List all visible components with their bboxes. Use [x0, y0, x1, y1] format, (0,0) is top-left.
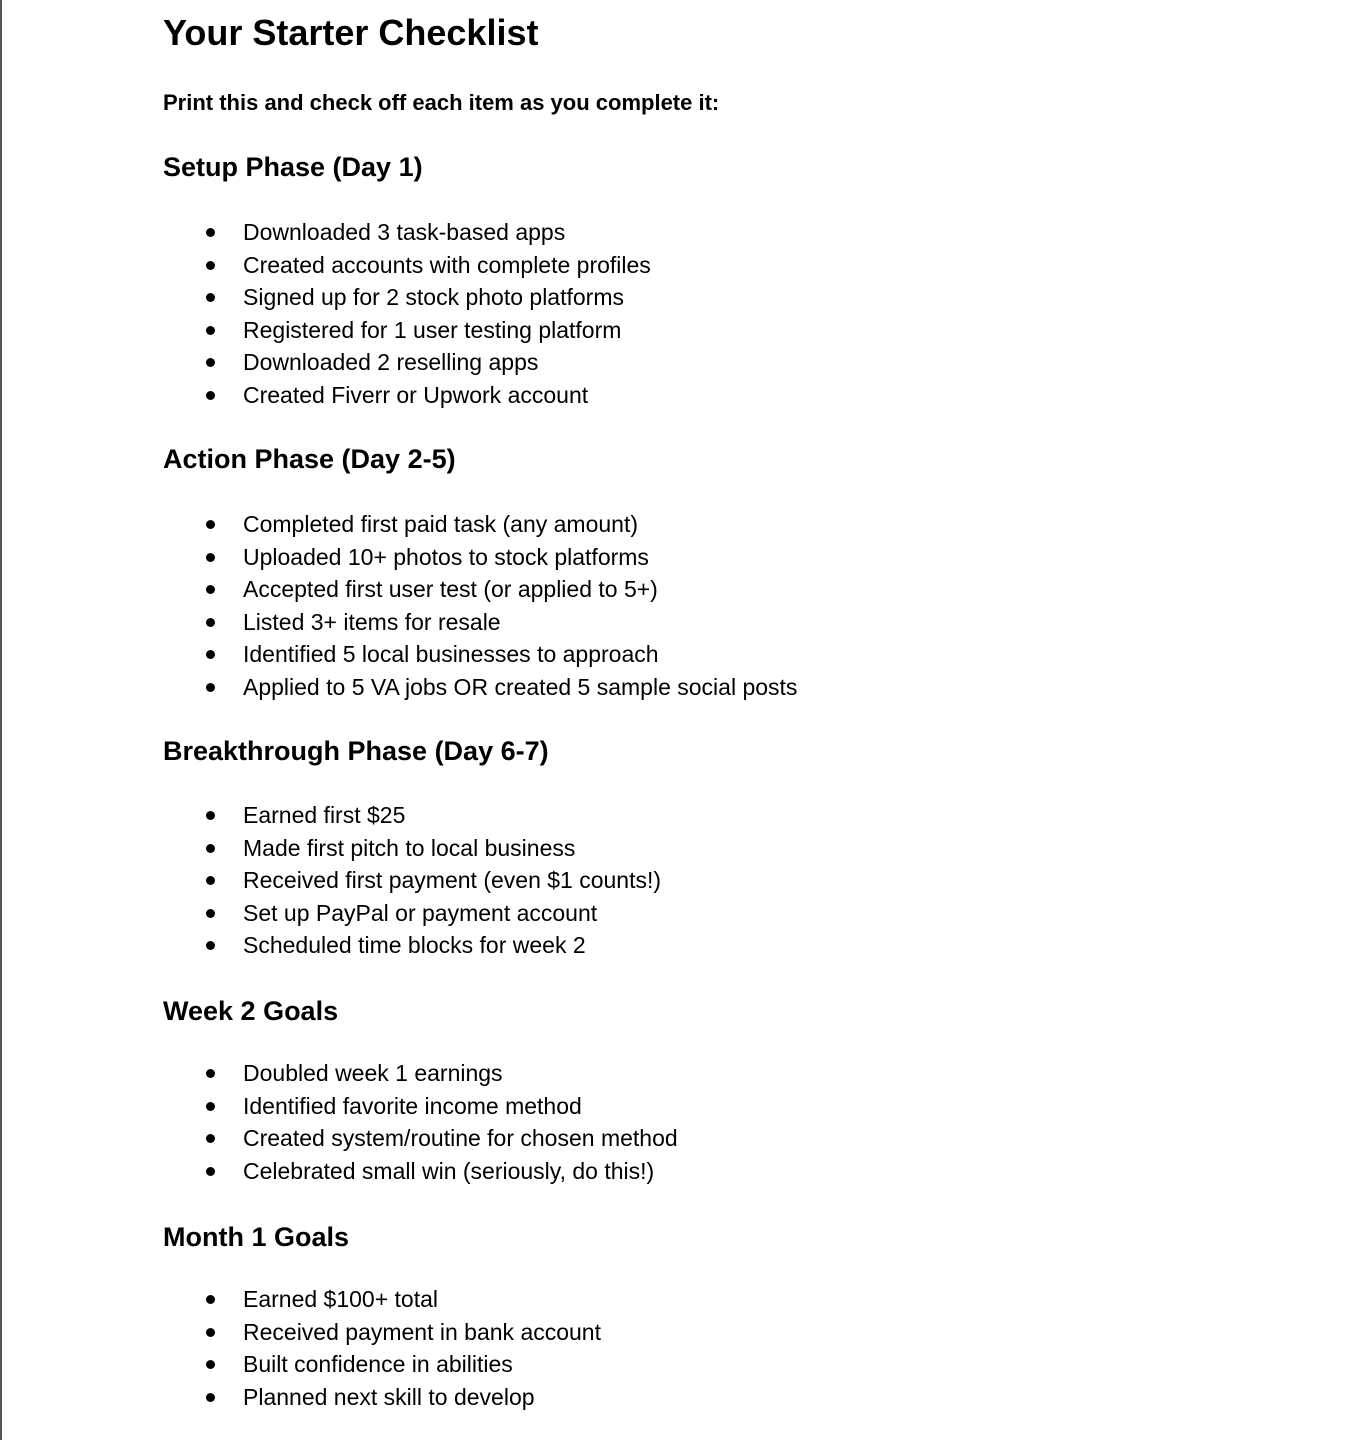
- checklist-item-text: Created system/routine for chosen method: [243, 1125, 678, 1152]
- checklist-item-text: Built confidence in abilities: [243, 1351, 513, 1378]
- checklist-item-text: Applied to 5 VA jobs OR created 5 sample social posts: [243, 673, 798, 700]
- checklist-item-text: Created Fiverr or Upwork account: [243, 381, 589, 408]
- checklist-item-text: Scheduled time blocks for week 2: [243, 932, 586, 959]
- checklist-item-text: Earned first $25: [243, 802, 406, 828]
- checklist-item: [163, 864, 661, 897]
- checklist: [163, 508, 797, 704]
- checklist-item: [163, 1155, 678, 1188]
- bullet-icon: [206, 941, 215, 950]
- bullet-icon: [206, 876, 215, 885]
- checklist-item-text: Downloaded 3 task-based apps: [243, 219, 566, 245]
- checklist-item-text: Uploaded 10+ photos to stock platforms: [243, 543, 649, 570]
- checklist-item-text: Received payment in bank account: [243, 1318, 601, 1345]
- checklist-item: [163, 897, 661, 930]
- bullet-icon: [206, 1167, 215, 1176]
- checklist-item: [163, 379, 651, 412]
- bullet-icon: [206, 909, 215, 918]
- bullet-icon: [206, 1328, 215, 1337]
- bullet-icon: [206, 683, 215, 692]
- section-heading: Week 2 Goals: [163, 996, 339, 1026]
- checklist-item: [163, 1381, 601, 1414]
- page-left-edge: [0, 0, 2, 1440]
- bullet-icon: [206, 618, 215, 627]
- bullet-icon: [206, 585, 215, 594]
- checklist-item-text: Downloaded 2 reselling apps: [243, 349, 539, 376]
- section-breakthrough-phase: [163, 734, 1313, 959]
- section-action-phase: [163, 442, 1313, 700]
- checklist-item-text: Created accounts with complete profiles: [243, 251, 651, 278]
- checklist-item-text: Identified 5 local businesses to approach: [243, 641, 659, 668]
- checklist-item: [163, 638, 797, 671]
- checklist-item: [163, 799, 661, 832]
- checklist-item-text: Earned $100+ total: [243, 1286, 439, 1312]
- bullet-icon: [206, 1393, 215, 1402]
- bullet-icon: [206, 1295, 215, 1304]
- section-heading: Breakthrough Phase (Day 6-7): [163, 736, 549, 766]
- checklist-item: [163, 929, 661, 962]
- checklist-item: [163, 249, 651, 282]
- section-setup-phase: [163, 150, 1313, 408]
- checklist-item: [163, 346, 651, 379]
- checklist-item: [163, 1316, 601, 1349]
- checklist-item: [163, 1090, 678, 1123]
- checklist-item-text: Signed up for 2 stock photo platforms: [243, 284, 624, 311]
- checklist-item-text: Set up PayPal or payment account: [243, 899, 598, 926]
- bullet-icon: [206, 844, 215, 853]
- checklist-item: [163, 606, 797, 639]
- checklist-item-text: Celebrated small win (seriously, do this!): [243, 1157, 655, 1184]
- section-week-2-goals: [163, 994, 1313, 1184]
- checklist-item-text: Made first pitch to local business: [243, 834, 576, 861]
- checklist: [163, 1283, 601, 1413]
- checklist-item: [163, 281, 651, 314]
- checklist-item-text: Accepted first user test (or applied to 5+): [243, 576, 658, 603]
- checklist-item: [163, 1283, 601, 1316]
- checklist-item-text: Planned next skill to develop: [243, 1383, 535, 1410]
- checklist-item: [163, 1122, 678, 1155]
- bullet-icon: [206, 1134, 215, 1143]
- bullet-icon: [206, 1069, 215, 1078]
- checklist-item: [163, 671, 797, 704]
- bullet-icon: [206, 326, 215, 335]
- checklist-item-text: Listed 3+ items for resale: [243, 608, 501, 635]
- section-heading: Setup Phase (Day 1): [163, 152, 423, 182]
- section-heading: Month 1 Goals: [163, 1222, 350, 1252]
- checklist-item-text: Received first payment (even $1 counts!): [243, 867, 662, 894]
- checklist-item-text: Completed first paid task (any amount): [243, 511, 639, 537]
- bullet-icon: [206, 811, 215, 820]
- checklist-item: [163, 314, 651, 347]
- checklist-item: [163, 541, 797, 574]
- page-title: Your Starter Checklist: [163, 12, 539, 53]
- checklist-item: [163, 508, 797, 541]
- checklist-item: [163, 832, 661, 865]
- section-heading: Action Phase (Day 2-5): [163, 444, 456, 474]
- bullet-icon: [206, 650, 215, 659]
- section-month-1-goals: [163, 1220, 1313, 1410]
- checklist-item-text: Doubled week 1 earnings: [243, 1060, 503, 1086]
- bullet-icon: [206, 553, 215, 562]
- checklist: [163, 216, 651, 412]
- checklist-item-text: Registered for 1 user testing platform: [243, 316, 622, 343]
- bullet-icon: [206, 520, 215, 529]
- bullet-icon: [206, 391, 215, 400]
- bullet-icon: [206, 293, 215, 302]
- checklist-item-text: Identified favorite income method: [243, 1092, 582, 1119]
- intro-text: Print this and check off each item as you complete it:: [163, 90, 720, 115]
- bullet-icon: [206, 1360, 215, 1369]
- bullet-icon: [206, 358, 215, 367]
- checklist: [163, 1057, 678, 1187]
- bullet-icon: [206, 228, 215, 237]
- checklist-item: [163, 1057, 678, 1090]
- checklist-item: [163, 573, 797, 606]
- bullet-icon: [206, 1102, 215, 1111]
- checklist-item: [163, 1348, 601, 1381]
- bullet-icon: [206, 261, 215, 270]
- checklist: [163, 799, 661, 962]
- checklist-item: [163, 216, 651, 249]
